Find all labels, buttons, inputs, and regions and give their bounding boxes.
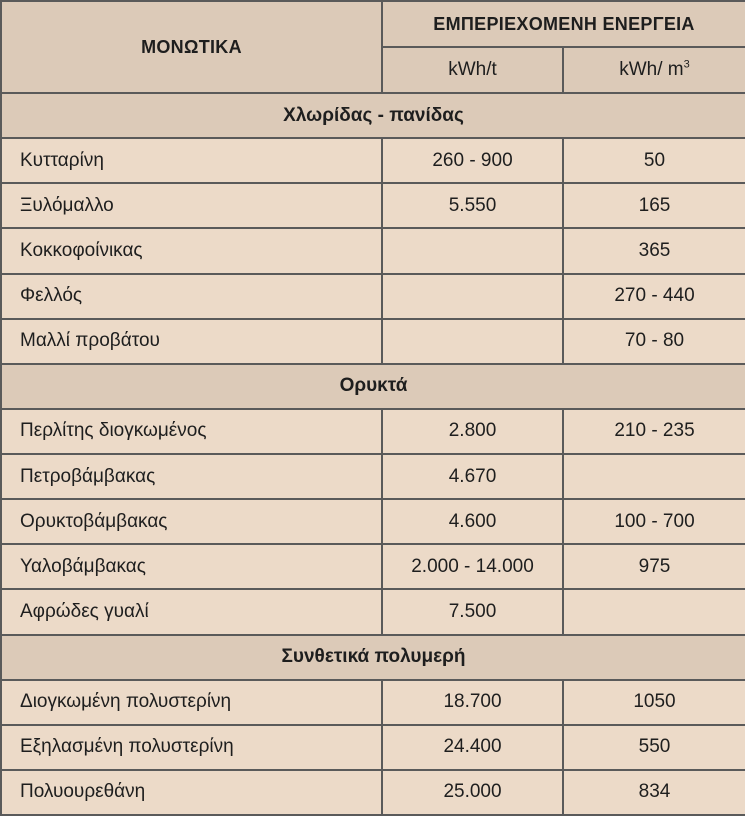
- energy-column-header: ΕΜΠΕΡΙΕΧΟΜΕΝΗ ΕΝΕΡΓΕΙΑ: [382, 1, 745, 47]
- kwh-per-m3-cell: 834: [563, 770, 745, 815]
- kwh-per-ton-cell: [382, 274, 563, 319]
- table-row: [1, 228, 745, 273]
- table-row: [1, 274, 745, 319]
- unit-kwh-per-m3-header: kWh/ $m^3$: [563, 47, 745, 93]
- material-name-cell: Διογκωμένη πολυστερίνη: [1, 680, 382, 725]
- table-row: [1, 319, 745, 364]
- kwh-per-m3-cell: 550: [563, 725, 745, 770]
- kwh-per-ton-cell: 25.000: [382, 770, 563, 815]
- table-row: [1, 409, 745, 454]
- section-row: [1, 93, 745, 138]
- table-row: [1, 138, 745, 183]
- table-row: [1, 183, 745, 228]
- material-name-cell: Κοκκοφοίνικας: [1, 228, 382, 273]
- section-title: Ορυκτά: [1, 364, 745, 409]
- kwh-per-ton-cell: [382, 319, 563, 364]
- kwh-per-ton-cell: 4.600: [382, 499, 563, 544]
- section-title: Συνθετικά πολυμερή: [1, 635, 745, 680]
- material-name-cell: Μαλλί προβάτου: [1, 319, 382, 364]
- kwh-per-m3-cell: 100 - 700: [563, 499, 745, 544]
- material-name-cell: Πετροβάμβακας: [1, 454, 382, 499]
- material-name-cell: Περλίτης διογκωμένος: [1, 409, 382, 454]
- table-row: [1, 589, 745, 634]
- kwh-per-m3-cell: [563, 454, 745, 499]
- material-name-cell: Υαλοβάμβακας: [1, 544, 382, 589]
- kwh-per-ton-cell: 7.500: [382, 589, 563, 634]
- kwh-per-m3-cell: 1050: [563, 680, 745, 725]
- kwh-per-m3-cell: 270 - 440: [563, 274, 745, 319]
- table-row: [1, 544, 745, 589]
- kwh-per-ton-cell: 4.670: [382, 454, 563, 499]
- kwh-per-m3-cell: 165: [563, 183, 745, 228]
- kwh-per-ton-cell: 24.400: [382, 725, 563, 770]
- table-row: [1, 454, 745, 499]
- material-name-cell: Κυτταρίνη: [1, 138, 382, 183]
- table-row: [1, 725, 745, 770]
- material-name-cell: Πολυουρεθάνη: [1, 770, 382, 815]
- kwh-per-m3-cell: [563, 589, 745, 634]
- kwh-per-m3-cell: 210 - 235: [563, 409, 745, 454]
- section-row: [1, 635, 745, 680]
- unit-kwh-per-ton-header: kWh/t: [382, 47, 563, 93]
- material-name-cell: Ξυλόμαλλο: [1, 183, 382, 228]
- material-name-cell: Ορυκτοβάμβακας: [1, 499, 382, 544]
- material-name-cell: Φελλός: [1, 274, 382, 319]
- section-title: Χλωρίδας - πανίδας: [1, 93, 745, 138]
- material-name-cell: Αφρώδες γυαλί: [1, 589, 382, 634]
- table-row: [1, 680, 745, 725]
- material-name-cell: Εξηλασμένη πολυστερίνη: [1, 725, 382, 770]
- kwh-per-ton-cell: 2.000 - 14.000: [382, 544, 563, 589]
- kwh-per-m3-cell: 50: [563, 138, 745, 183]
- kwh-per-ton-cell: [382, 228, 563, 273]
- kwh-per-m3-cell: 365: [563, 228, 745, 273]
- section-row: [1, 364, 745, 409]
- kwh-per-m3-cell: 975: [563, 544, 745, 589]
- kwh-per-ton-cell: 5.550: [382, 183, 563, 228]
- material-column-header: ΜΟΝΩΤΙΚΑ: [1, 1, 382, 93]
- kwh-per-ton-cell: 18.700: [382, 680, 563, 725]
- kwh-per-m3-cell: 70 - 80: [563, 319, 745, 364]
- unit-superscript: 3: [683, 58, 690, 71]
- kwh-per-ton-cell: 260 - 900: [382, 138, 563, 183]
- table-row: [1, 499, 745, 544]
- kwh-per-ton-cell: 2.800: [382, 409, 563, 454]
- table-row: [1, 770, 745, 815]
